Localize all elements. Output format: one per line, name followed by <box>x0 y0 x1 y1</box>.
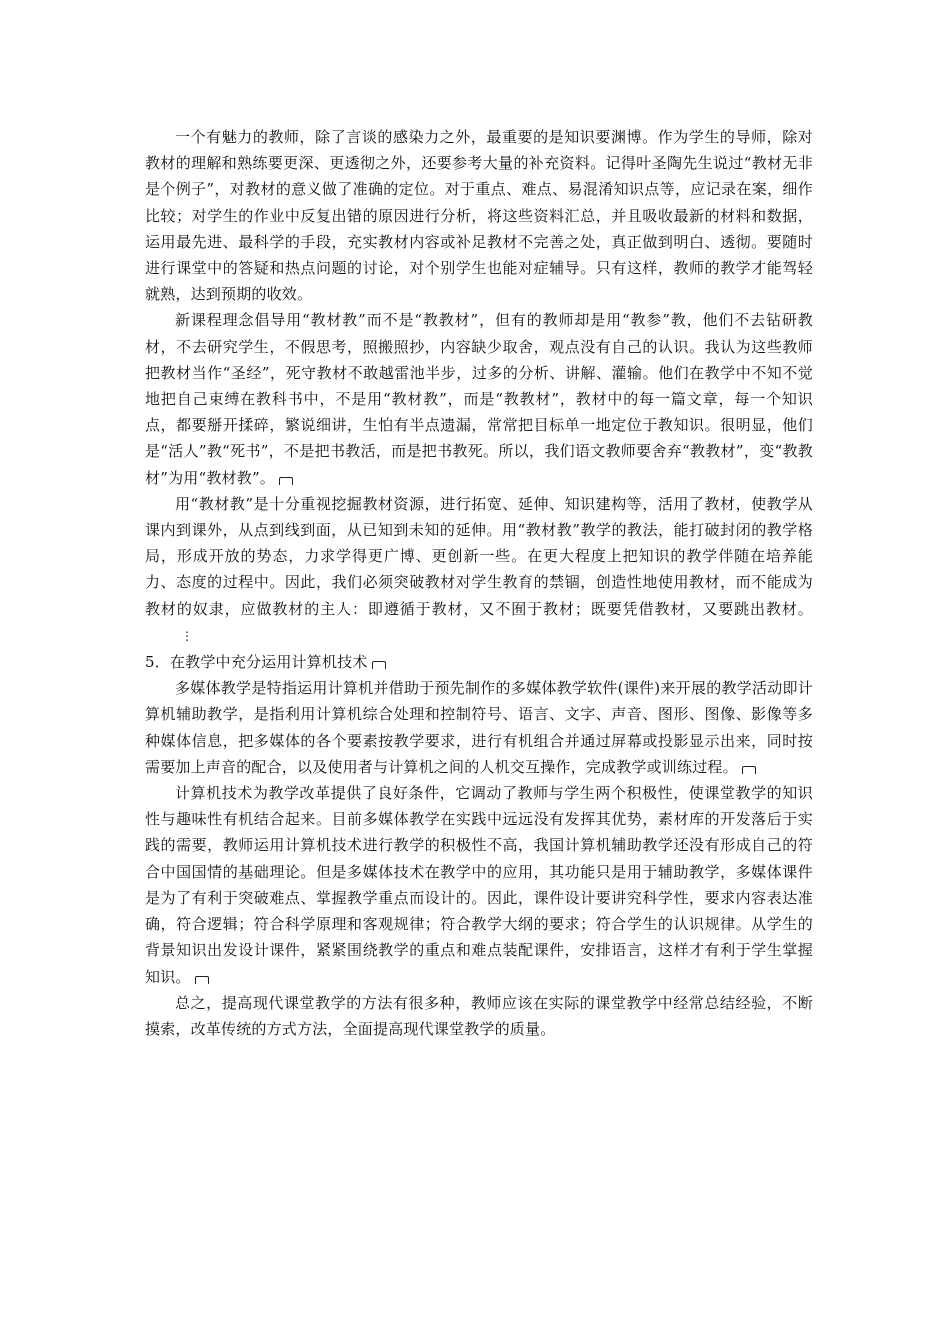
paragraph-multimedia-definition <box>145 675 813 780</box>
vertical-dots-icon: ⋮ <box>181 628 193 643</box>
paragraph-computer-conditions <box>145 780 813 990</box>
paragraph-text: 多媒体教学是特指运用计算机并借助于预先制作的多媒体教学软件(课件)来开展的教学活动即计算机辅助教学，是指利用计算机综合处理和控制符号、语言、文字、声音、图形、图像、影像等多种媒体信息，把多媒体的各个要素按教学要求，进行有机组合并通过屏幕或投影显示出来，同时按需要加上声音的配合，以及使用者与计算机之间的人机交互操作，完成教学或训练过程。 <box>145 679 813 776</box>
paragraph-teacher-knowledge <box>145 124 813 307</box>
paragraph-mark-icon <box>372 661 386 669</box>
paragraph-mark-icon <box>279 477 293 485</box>
paragraph-text: 一个有魅力的教师，除了言谈的感染力之外，最重要的是知识要渊博。作为学生的导师，除对教材的理解和熟练要更深、更透彻之外，还要参考大量的补充资料。记得叶圣陶先生说过“教材无非是个例子”，对教材的意义做了准确的定位。对于重点、难点、易混淆知识点等，应记录在案，细作比较；对学生的作业中反复出错的原因进行分析，将这些资料汇总，并且吸收最新的材料和数据，运用最先进、最科学的手段，充实教材内容或补足教材不完善之处，真正做到明白、透彻。要随时进行课堂中的答疑和热点问题的讨论，对个别学生也能对症辅导。只有这样，教师的教学才能驾轻就熟，达到预期的收效。 <box>145 128 813 304</box>
paragraph-conclusion <box>145 990 813 1042</box>
paragraph-mark-icon <box>195 976 209 984</box>
paragraph-mark-icon <box>742 766 756 774</box>
paragraph-use-textbook <box>145 491 813 649</box>
paragraph-text: 计算机技术为教学改革提供了良好条件，它调动了教师与学生两个积极性，使课堂教学的知识性与趣味性有机结合起来。目前多媒体教学在实践中远远没有发挥其优势，素材库的开发落后于实践的需要，教师运用计算机技术进行教学的积极性不高，我国计算机辅助教学还没有形成自己的符合中国国情的基础理论。但是多媒体技术在教学中的应用，其功能只是用于辅助教学，多媒体课件是为了有利于突破难点、掌握教学重点而设计的。因此，课件设计要讲究科学性，要求内容表达准确，符合逻辑；符合科学原理和客观规律；符合教学大纲的要求；符合学生的认识规律。从学生的背景知识出发设计课件，紧紧围绕教学的重点和难点装配课件，安排语言，这样才有利于学生掌握知识。 <box>145 784 813 986</box>
heading-text: 5．在教学中充分运用计算机技术 <box>145 653 368 672</box>
paragraph-text: 用“教材教”是十分重视挖掘教材资源，进行拓宽、延伸、知识建构等，活用了教材，使教学从课内到课外，从点到线到面，从已知到未知的延伸。用“教材教”教学的教法，能打破封闭的教学格局，形成开放的势态，力求学得更广博、更创新一些。在更大程度上把知识的教学伴随在培养能力、态度的过程中。因此，我们必须突破教材对学生教育的禁锢，创造性地使用教材，而不能成为教材的奴隶，应做教材的主人：即遵循于教材，又不囿于教材；既要凭借教材，又要跳出教材。 <box>145 494 813 618</box>
paragraph-text: 总之，提高现代课堂教学的方法有很多种，教师应该在实际的课堂教学中经常总结经验，不断摸索，改革传统的方式方法，全面提高现代课堂教学的质量。 <box>145 993 813 1038</box>
paragraph-new-curriculum <box>145 307 813 490</box>
document-body <box>145 124 813 1042</box>
paragraph-text: 新课程理念倡导用“教材教”而不是“教教材”，但有的教师却是用“教参”教，他们不去钻研教材，不去研究学生，不假思考，照搬照抄，内容缺少取舍，观点没有自己的认识。我认为这些教师把教材当作“圣经”，死守教材不敢越雷池半步，过多的分析、讲解、灌输。他们在教学中不知不觉地把自己束缚在教科书中，不是用“教材教”，而是“教教材”，教材中的每一篇文章，每一个知识点，都要掰开揉碎，繁说细讲，生怕有半点遗漏，常常把目标单一地定位于教知识。很明显，他们是“活人”教“死书”，不是把书教活，而是把书教死。所以，我们语文教师要舍弃“教教材”，变“教教材”为用“教材教”。 <box>145 311 813 487</box>
section-heading-computer-tech <box>145 649 813 675</box>
